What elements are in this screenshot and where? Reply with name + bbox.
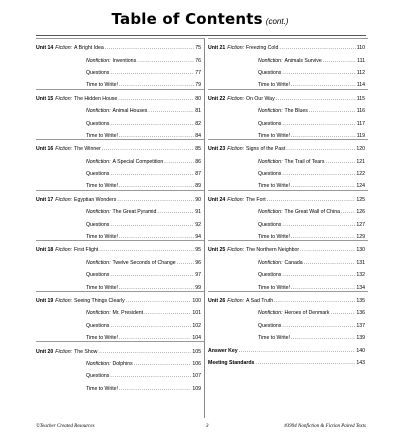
toc-entry-title: Questions bbox=[86, 221, 110, 228]
toc-unit-row bbox=[36, 190, 204, 203]
toc-unit-row bbox=[36, 139, 204, 152]
toc-entry-title: Inventions bbox=[112, 57, 137, 64]
dot-leader bbox=[274, 299, 355, 304]
toc-page-number: 140 bbox=[356, 347, 365, 354]
dot-leader bbox=[282, 172, 355, 177]
dot-leader bbox=[331, 311, 356, 316]
toc-page-number: 79 bbox=[195, 82, 201, 89]
toc-unit-label: Meeting Standards bbox=[208, 359, 255, 366]
toc-page-number: 132 bbox=[356, 272, 365, 279]
toc-page-number: 99 bbox=[195, 284, 201, 291]
toc-entry-title: The Hidden House bbox=[74, 95, 118, 102]
toc-page-number: 104 bbox=[192, 335, 201, 342]
toc-page-number: 96 bbox=[195, 259, 201, 266]
toc-genre-label: Nonfiction: bbox=[86, 310, 111, 317]
toc-entry-title: The Great Pyramid bbox=[112, 209, 157, 216]
toc-entry-row bbox=[208, 278, 368, 290]
toc-page-number: 106 bbox=[192, 360, 201, 367]
toc-entry-row bbox=[36, 254, 204, 266]
toc-entry-row bbox=[208, 64, 368, 76]
toc-entry-title: Questions bbox=[258, 272, 282, 279]
dot-leader bbox=[282, 273, 355, 278]
toc-unit-label: Unit 22 bbox=[208, 95, 226, 102]
toc-page-number: 89 bbox=[195, 183, 201, 190]
footer-book-title: #3994 Nonfiction & Fiction Paired Texts bbox=[284, 424, 366, 429]
toc-genre-label: Nonfiction: bbox=[258, 158, 283, 165]
toc-entry-row bbox=[36, 102, 204, 114]
dot-leader bbox=[323, 59, 356, 64]
toc-entry-title: Time to Write! bbox=[86, 335, 118, 342]
toc-entry-title: Questions bbox=[258, 171, 282, 178]
dot-leader bbox=[119, 235, 194, 240]
dot-leader bbox=[304, 261, 356, 266]
toc-genre-label: Fiction: bbox=[227, 196, 245, 203]
toc-genre-label: Fiction: bbox=[227, 95, 245, 102]
toc-page-number: 91 bbox=[195, 209, 201, 216]
toc-genre-label: Nonfiction: bbox=[86, 57, 111, 64]
dot-leader bbox=[291, 286, 355, 291]
dot-leader bbox=[126, 299, 192, 304]
toc-entry-row bbox=[208, 329, 368, 341]
toc-entry-row bbox=[36, 215, 204, 227]
toc-entry-title: Time to Write! bbox=[258, 284, 290, 291]
toc-entry-title: Time to Write! bbox=[258, 335, 290, 342]
toc-page-number: 95 bbox=[195, 247, 201, 254]
dot-leader bbox=[282, 122, 355, 127]
toc-page-number: 76 bbox=[195, 57, 201, 64]
toc-genre-label: Nonfiction: bbox=[258, 310, 283, 317]
toc-unit-row bbox=[208, 291, 368, 304]
toc-entry-title: Heroes of Denmark bbox=[284, 310, 330, 317]
toc-entry-row bbox=[36, 266, 204, 278]
toc-unit-label: Unit 21 bbox=[208, 45, 226, 52]
dot-leader bbox=[119, 134, 194, 139]
dot-leader bbox=[110, 172, 194, 177]
dot-leader bbox=[102, 147, 194, 152]
toc-page-number: 115 bbox=[356, 95, 365, 102]
toc-genre-label: Fiction: bbox=[55, 196, 73, 203]
toc-entry-title: Canada bbox=[284, 259, 303, 266]
toc-entry-title: Animal Houses bbox=[112, 108, 148, 115]
dot-leader bbox=[118, 97, 194, 102]
toc-entry-title: Questions bbox=[86, 373, 110, 380]
toc-entry-title: Dolphins bbox=[112, 360, 133, 367]
toc-entry-row bbox=[208, 102, 368, 114]
toc-unit-label: Unit 24 bbox=[208, 196, 226, 203]
dot-leader bbox=[117, 198, 194, 203]
toc-genre-label: Fiction: bbox=[227, 247, 245, 254]
dot-leader bbox=[119, 83, 194, 88]
footer-copyright: ©Teacher Created Resources bbox=[36, 424, 95, 429]
dot-leader bbox=[137, 59, 194, 64]
toc-entry-title: Mr. President bbox=[112, 310, 144, 317]
toc-entry-row bbox=[36, 177, 204, 189]
toc-entry-row bbox=[208, 127, 368, 139]
toc-page-number: 124 bbox=[356, 183, 365, 190]
toc-entry-row bbox=[208, 153, 368, 165]
toc-unit-row bbox=[208, 38, 368, 51]
dot-leader bbox=[267, 198, 356, 203]
toc-entry-title: Questions bbox=[86, 322, 110, 329]
dot-leader bbox=[110, 122, 194, 127]
toc-unit-row bbox=[36, 240, 204, 253]
dot-leader bbox=[291, 134, 356, 139]
toc-page-number: 126 bbox=[356, 209, 365, 216]
toc-unit-label: Unit 25 bbox=[208, 247, 226, 254]
toc-genre-label: Fiction: bbox=[55, 45, 73, 52]
toc-genre-label: Fiction: bbox=[227, 298, 245, 304]
dot-leader bbox=[110, 223, 194, 228]
dot-leader bbox=[177, 261, 195, 266]
toc-page-number: 110 bbox=[356, 45, 365, 52]
toc-entry-row bbox=[208, 114, 368, 126]
toc-entry-title: Questions bbox=[86, 120, 110, 127]
dot-leader bbox=[119, 336, 191, 341]
toc-unit-row bbox=[208, 89, 368, 102]
toc-genre-label: Nonfiction: bbox=[258, 209, 283, 216]
dot-leader bbox=[279, 46, 355, 51]
toc-page-number: 135 bbox=[356, 298, 365, 304]
toc-entry-row bbox=[36, 64, 204, 76]
toc-unit-label: Unit 26 bbox=[208, 298, 226, 304]
toc-page-number: 105 bbox=[192, 348, 201, 355]
page-title bbox=[0, 10, 400, 29]
toc-entry-title: The Trail of Tears bbox=[284, 158, 325, 165]
toc-entry-row bbox=[208, 76, 368, 88]
toc-unit-row bbox=[208, 190, 368, 203]
toc-page-number: 77 bbox=[195, 69, 201, 76]
toc-genre-label: Fiction: bbox=[227, 45, 245, 52]
toc-entry-title: A Special Competition bbox=[112, 158, 164, 165]
dot-leader bbox=[291, 184, 355, 189]
dot-leader bbox=[110, 71, 194, 76]
toc-page-number: 117 bbox=[356, 120, 365, 127]
dot-leader bbox=[144, 311, 191, 316]
toc-entry-row bbox=[208, 203, 368, 215]
toc-entry-title: The Blues bbox=[284, 108, 308, 115]
toc-page-number: 134 bbox=[356, 284, 365, 291]
toc-page-number: 107 bbox=[192, 373, 201, 380]
dot-leader bbox=[282, 71, 355, 76]
toc-entry-row bbox=[36, 228, 204, 240]
toc-entry-title: Time to Write! bbox=[86, 284, 118, 291]
toc-page-number: 80 bbox=[195, 95, 201, 102]
toc-entry-row bbox=[208, 165, 368, 177]
toc-unit-label: Answer Key bbox=[208, 347, 238, 354]
toc-entry-row bbox=[36, 114, 204, 126]
toc-page-number: 119 bbox=[356, 132, 365, 139]
toc-genre-label: Nonfiction: bbox=[86, 158, 111, 165]
toc-entry-title: First Flight bbox=[74, 247, 99, 254]
toc-entry-title: The Show bbox=[74, 348, 98, 355]
toc-entry-row bbox=[208, 215, 368, 227]
toc-page-number: 101 bbox=[192, 310, 201, 317]
toc-entry-title: Questions bbox=[258, 69, 282, 76]
toc-page-number: 130 bbox=[356, 247, 365, 254]
toc-page-number: 116 bbox=[356, 108, 365, 115]
toc-page-number: 122 bbox=[356, 171, 365, 178]
toc-page-number: 81 bbox=[195, 108, 201, 115]
toc-page-number: 136 bbox=[356, 310, 365, 317]
toc-entry-title: Freezing Cold bbox=[246, 45, 279, 52]
toc-genre-label: Fiction: bbox=[55, 298, 73, 304]
toc-entry-title: Time to Write! bbox=[258, 132, 290, 139]
toc-page-number: 109 bbox=[192, 385, 201, 392]
toc-page-number: 125 bbox=[356, 196, 365, 203]
dot-leader bbox=[286, 147, 355, 152]
toc-entry-title: Time to Write! bbox=[86, 385, 118, 392]
title-rule bbox=[36, 35, 366, 36]
toc-unit-label: Unit 23 bbox=[208, 146, 226, 153]
toc-page-number: 129 bbox=[356, 234, 365, 241]
toc-special-row bbox=[208, 354, 368, 366]
toc-entry-row bbox=[208, 266, 368, 278]
toc-page-number: 86 bbox=[195, 158, 201, 165]
footer-page-number: 3 bbox=[206, 424, 209, 429]
toc-entry-title: The Great Wall of China bbox=[284, 209, 340, 216]
toc-entry-row bbox=[36, 317, 204, 329]
toc-page-number: 84 bbox=[195, 132, 201, 139]
toc-entry-title: Questions bbox=[258, 120, 282, 127]
toc-genre-label: Nonfiction: bbox=[258, 259, 283, 266]
toc-entry-row bbox=[36, 203, 204, 215]
toc-entry-title: Questions bbox=[258, 221, 282, 228]
toc-entry-title: The Winner bbox=[74, 146, 101, 153]
toc-entry-row bbox=[208, 304, 368, 316]
toc-unit-label: Unit 18 bbox=[36, 247, 54, 254]
toc-genre-label: Nonfiction: bbox=[86, 259, 111, 266]
dot-leader bbox=[326, 160, 356, 165]
toc-entry-title: Questions bbox=[86, 69, 110, 76]
dot-leader bbox=[110, 374, 191, 379]
toc-unit-row bbox=[36, 291, 204, 304]
toc-page-number: 143 bbox=[356, 359, 365, 366]
toc-unit-row bbox=[208, 240, 368, 253]
toc-page-number: 111 bbox=[357, 57, 365, 64]
page-footer bbox=[36, 424, 366, 432]
toc-entry-title: Animals Survive bbox=[284, 57, 322, 64]
toc-entry-row bbox=[36, 278, 204, 290]
toc-genre-label: Fiction: bbox=[55, 348, 73, 355]
toc-column-left bbox=[36, 38, 205, 418]
toc-genre-label: Nonfiction: bbox=[258, 108, 283, 115]
toc-unit-row bbox=[36, 38, 204, 51]
toc-entry-row bbox=[36, 165, 204, 177]
toc-entry-title: The Fort bbox=[246, 196, 266, 203]
toc-page-number: 114 bbox=[356, 82, 365, 89]
dot-leader bbox=[99, 248, 194, 253]
toc-entry-row bbox=[208, 177, 368, 189]
toc-entry-title: Egyptian Wonders bbox=[74, 196, 117, 203]
dot-leader bbox=[164, 160, 194, 165]
dot-leader bbox=[119, 184, 194, 189]
toc-entry-title: The Northern Neighbor bbox=[246, 247, 300, 254]
toc-unit-row bbox=[36, 89, 204, 102]
toc-unit-label: Unit 20 bbox=[36, 348, 54, 355]
toc-entry-title: Time to Write! bbox=[86, 82, 118, 89]
toc-page-number: 121 bbox=[356, 158, 365, 165]
toc-page-number: 94 bbox=[195, 234, 201, 241]
toc-column-right bbox=[208, 38, 368, 366]
toc-entry-row bbox=[208, 228, 368, 240]
toc-page-number: 82 bbox=[195, 120, 201, 127]
toc-entry-row bbox=[208, 254, 368, 266]
toc-unit-label: Unit 15 bbox=[36, 95, 54, 102]
toc-genre-label: Fiction: bbox=[55, 95, 73, 102]
toc-entry-row bbox=[36, 329, 204, 341]
toc-entry-title: Signs of the Past bbox=[246, 146, 286, 153]
toc-entry-row bbox=[36, 367, 204, 379]
toc-page-number: 90 bbox=[195, 196, 201, 203]
toc-page-number: 102 bbox=[192, 322, 201, 329]
dot-leader bbox=[110, 273, 194, 278]
toc-genre-label: Nonfiction: bbox=[86, 108, 111, 115]
toc-page-number: 137 bbox=[356, 322, 365, 329]
dot-leader bbox=[239, 349, 356, 354]
toc-genre-label: Nonfiction: bbox=[86, 360, 111, 367]
toc-entry-title: Time to Write! bbox=[86, 183, 118, 190]
toc-page-number: 139 bbox=[356, 335, 365, 342]
toc-entry-title: A Sad Truth bbox=[246, 298, 274, 304]
dot-leader bbox=[291, 235, 355, 240]
toc-page-number: 100 bbox=[192, 298, 201, 304]
toc-unit-row bbox=[36, 341, 204, 354]
toc-entry-title: Time to Write! bbox=[258, 82, 290, 89]
toc-entry-title: Questions bbox=[86, 272, 110, 279]
toc-page-number: 131 bbox=[356, 259, 365, 266]
dot-leader bbox=[110, 324, 191, 329]
dot-leader bbox=[148, 109, 194, 114]
dot-leader bbox=[300, 248, 355, 253]
toc-entry-title: Time to Write! bbox=[258, 183, 290, 190]
toc-unit-label: Unit 16 bbox=[36, 146, 54, 153]
toc-entry-title: Questions bbox=[86, 171, 110, 178]
toc-entry-row bbox=[36, 51, 204, 63]
toc-page-number: 120 bbox=[356, 146, 365, 153]
toc-page-number: 92 bbox=[195, 221, 201, 228]
dot-leader bbox=[255, 361, 355, 366]
toc-entry-row bbox=[36, 380, 204, 392]
toc-page-number: 127 bbox=[356, 221, 365, 228]
dot-leader bbox=[98, 350, 191, 355]
toc-page-number: 75 bbox=[195, 45, 201, 52]
toc-special-row bbox=[208, 341, 368, 353]
toc-genre-label: Nonfiction: bbox=[258, 57, 283, 64]
dot-leader bbox=[291, 336, 355, 341]
dot-leader bbox=[157, 210, 194, 215]
dot-leader bbox=[134, 362, 192, 367]
toc-genre-label: Fiction: bbox=[55, 247, 73, 254]
toc-entry-row bbox=[36, 127, 204, 139]
toc-entry-row bbox=[208, 317, 368, 329]
toc-unit-row bbox=[208, 139, 368, 152]
toc-entry-title: Seeing Things Clearly bbox=[74, 298, 125, 304]
toc-page-number: 85 bbox=[195, 146, 201, 153]
toc-entry-title: Time to Write! bbox=[86, 234, 118, 241]
toc-genre-label: Fiction: bbox=[227, 146, 245, 153]
toc-page-number: 87 bbox=[195, 171, 201, 178]
toc-entry-title: On Our Way bbox=[246, 95, 275, 102]
toc-genre-label: Fiction: bbox=[55, 146, 73, 153]
toc-page-number: 112 bbox=[356, 69, 365, 76]
dot-leader bbox=[282, 223, 355, 228]
toc-entry-row bbox=[208, 51, 368, 63]
toc-entry-title: Twelve Seconds of Change bbox=[112, 259, 176, 266]
dot-leader bbox=[291, 83, 356, 88]
toc-entry-row bbox=[36, 76, 204, 88]
toc-entry-row bbox=[36, 355, 204, 367]
dot-leader bbox=[309, 109, 356, 114]
dot-leader bbox=[119, 387, 191, 392]
toc-genre-label: Nonfiction: bbox=[86, 209, 111, 216]
dot-leader bbox=[105, 46, 194, 51]
toc-entry-row bbox=[36, 153, 204, 165]
dot-leader bbox=[282, 324, 355, 329]
toc-unit-label: Unit 19 bbox=[36, 298, 54, 304]
toc-page-number: 97 bbox=[195, 272, 201, 279]
toc-unit-label: Unit 17 bbox=[36, 196, 54, 203]
title-main: Table of Contents bbox=[111, 10, 263, 28]
toc-entry-title: Time to Write! bbox=[258, 234, 290, 241]
dot-leader bbox=[341, 210, 355, 215]
dot-leader bbox=[119, 286, 194, 291]
toc-entry-row bbox=[36, 304, 204, 316]
title-continued: (cont.) bbox=[265, 17, 289, 26]
toc-entry-title: A Bright Idea bbox=[74, 45, 104, 52]
toc-entry-title: Time to Write! bbox=[86, 132, 118, 139]
toc-entry-title: Questions bbox=[258, 322, 282, 329]
dot-leader bbox=[276, 97, 356, 102]
toc-unit-label: Unit 14 bbox=[36, 45, 54, 52]
